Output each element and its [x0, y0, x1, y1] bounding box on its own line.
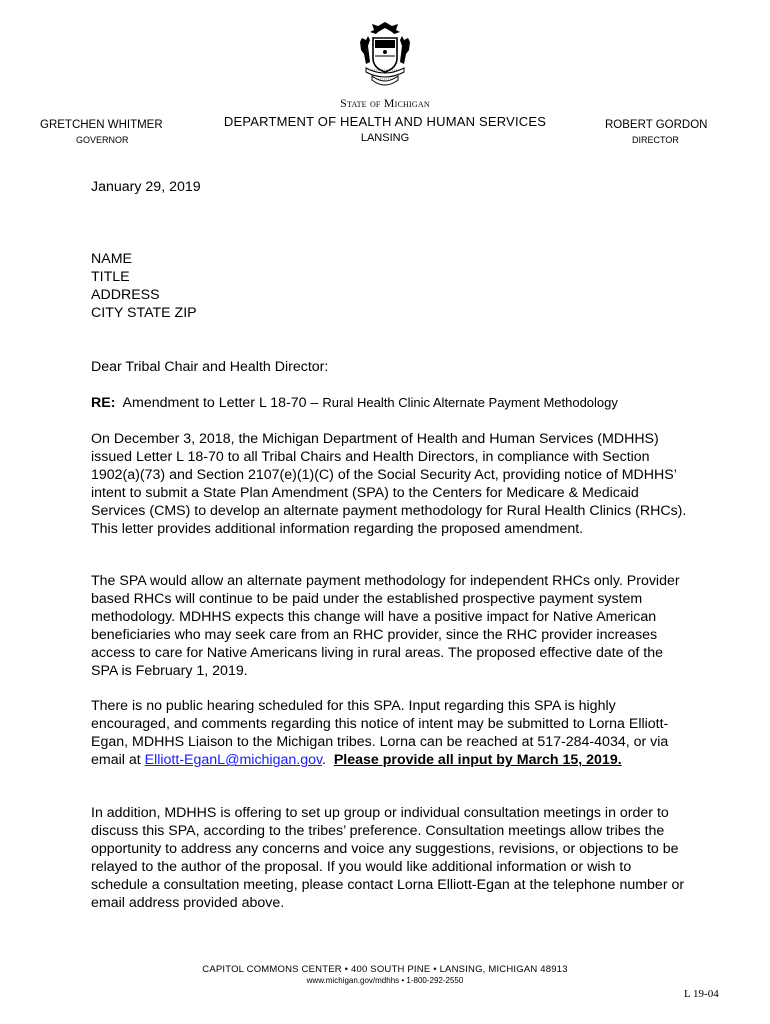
re-subject-detail: Rural Health Clinic Alternate Payment Methodology [322, 395, 618, 410]
paragraph-3 [91, 697, 691, 769]
department-name: DEPARTMENT OF HEALTH AND HUMAN SERVICES [223, 114, 547, 129]
governor-name: GRETCHEN WHITMER [40, 119, 163, 131]
recipient-block [91, 250, 691, 322]
salutation: Dear Tribal Chair and Health Director: [91, 359, 329, 375]
deadline-notice: Please provide all input by March 15, 2019. [333, 752, 622, 769]
re-subject-main: Amendment to Letter L 18-70 – [122, 395, 323, 411]
recipient-address: ADDRESS [91, 287, 160, 304]
paragraph-3-text: There is no public hearing scheduled for this SPA. Input regarding this SPA is highly encouraged, and comments regarding this notice of intent may be submitted to Lorna Elliott-Egan, MDHHS Liaison to the Michigan tribes. Lorna can be reached at 517-284-4034, or via email at [91, 698, 669, 769]
letter-date: January 29, 2019 [91, 179, 201, 195]
re-line [91, 394, 691, 412]
michigan-seal-icon [356, 18, 414, 90]
re-label: RE: [91, 395, 116, 411]
form-number: L 19-04 [684, 988, 719, 1000]
email-link[interactable]: Elliott-EganL@michigan.gov [144, 752, 323, 769]
director-name: ROBERT GORDON [605, 119, 708, 131]
recipient-name: NAME [91, 251, 132, 267]
footer-address: CAPITOL COMMONS CENTER • 400 SOUTH PINE • LANSING, MICHIGAN 48913 [202, 964, 568, 975]
paragraph-1: On December 3, 2018, the Michigan Department of Health and Human Services (MDHHS) issued Letter L 18-70 to all Tribal Chairs and Health Directors, in compliance with Section 1902(a)(73) and Section 2107(e)(1)(C) of the Social Security Act, providing notice of MDHHS’ intent to submit a State Plan Amendment (SPA) to the Centers for Medicare & Medicaid Services (CMS) to develop an alternate payment methodology for Rural Health Clinics (RHCs). This letter provides additional information regarding the proposed amendment. [91, 431, 687, 538]
recipient-city-state-zip: CITY STATE ZIP [91, 305, 197, 322]
department-city: LANSING [360, 132, 410, 144]
footer-web-phone: www.michigan.gov/mdhhs • 1-800-292-2550 [306, 976, 464, 985]
governor-title: GOVERNOR [76, 135, 129, 145]
state-heading: State of Michigan [340, 96, 430, 110]
paragraph-4: In addition, MDHHS is offering to set up group or individual consultation meetings in order to discuss this SPA, according to the tribes’ preference. Consultation meetings allow tribes the opportunity to address any concerns and voice any suggestions, revisions, or objections to be relayed to the author of the proposal. If you would like additional information or wish to schedule a consultation meeting, please contact Lorna Elliott-Egan at the telephone number or email address provided above. [91, 805, 685, 912]
paragraph-2: The SPA would allow an alternate payment methodology for independent RHCs only. Provider based RHCs will continue to be paid under the established prospective payment system methodology. MDHHS expects this change will have a positive impact for Native American beneficiaries who may seek care from an RHC provider, since the RHC provider increases access to care for Native Americans living in rural areas. The proposed effective date of the SPA is February 1, 2019. [91, 573, 680, 680]
director-title: DIRECTOR [632, 135, 679, 145]
paragraph-3-separator: . [322, 752, 334, 769]
recipient-title: TITLE [91, 269, 130, 286]
